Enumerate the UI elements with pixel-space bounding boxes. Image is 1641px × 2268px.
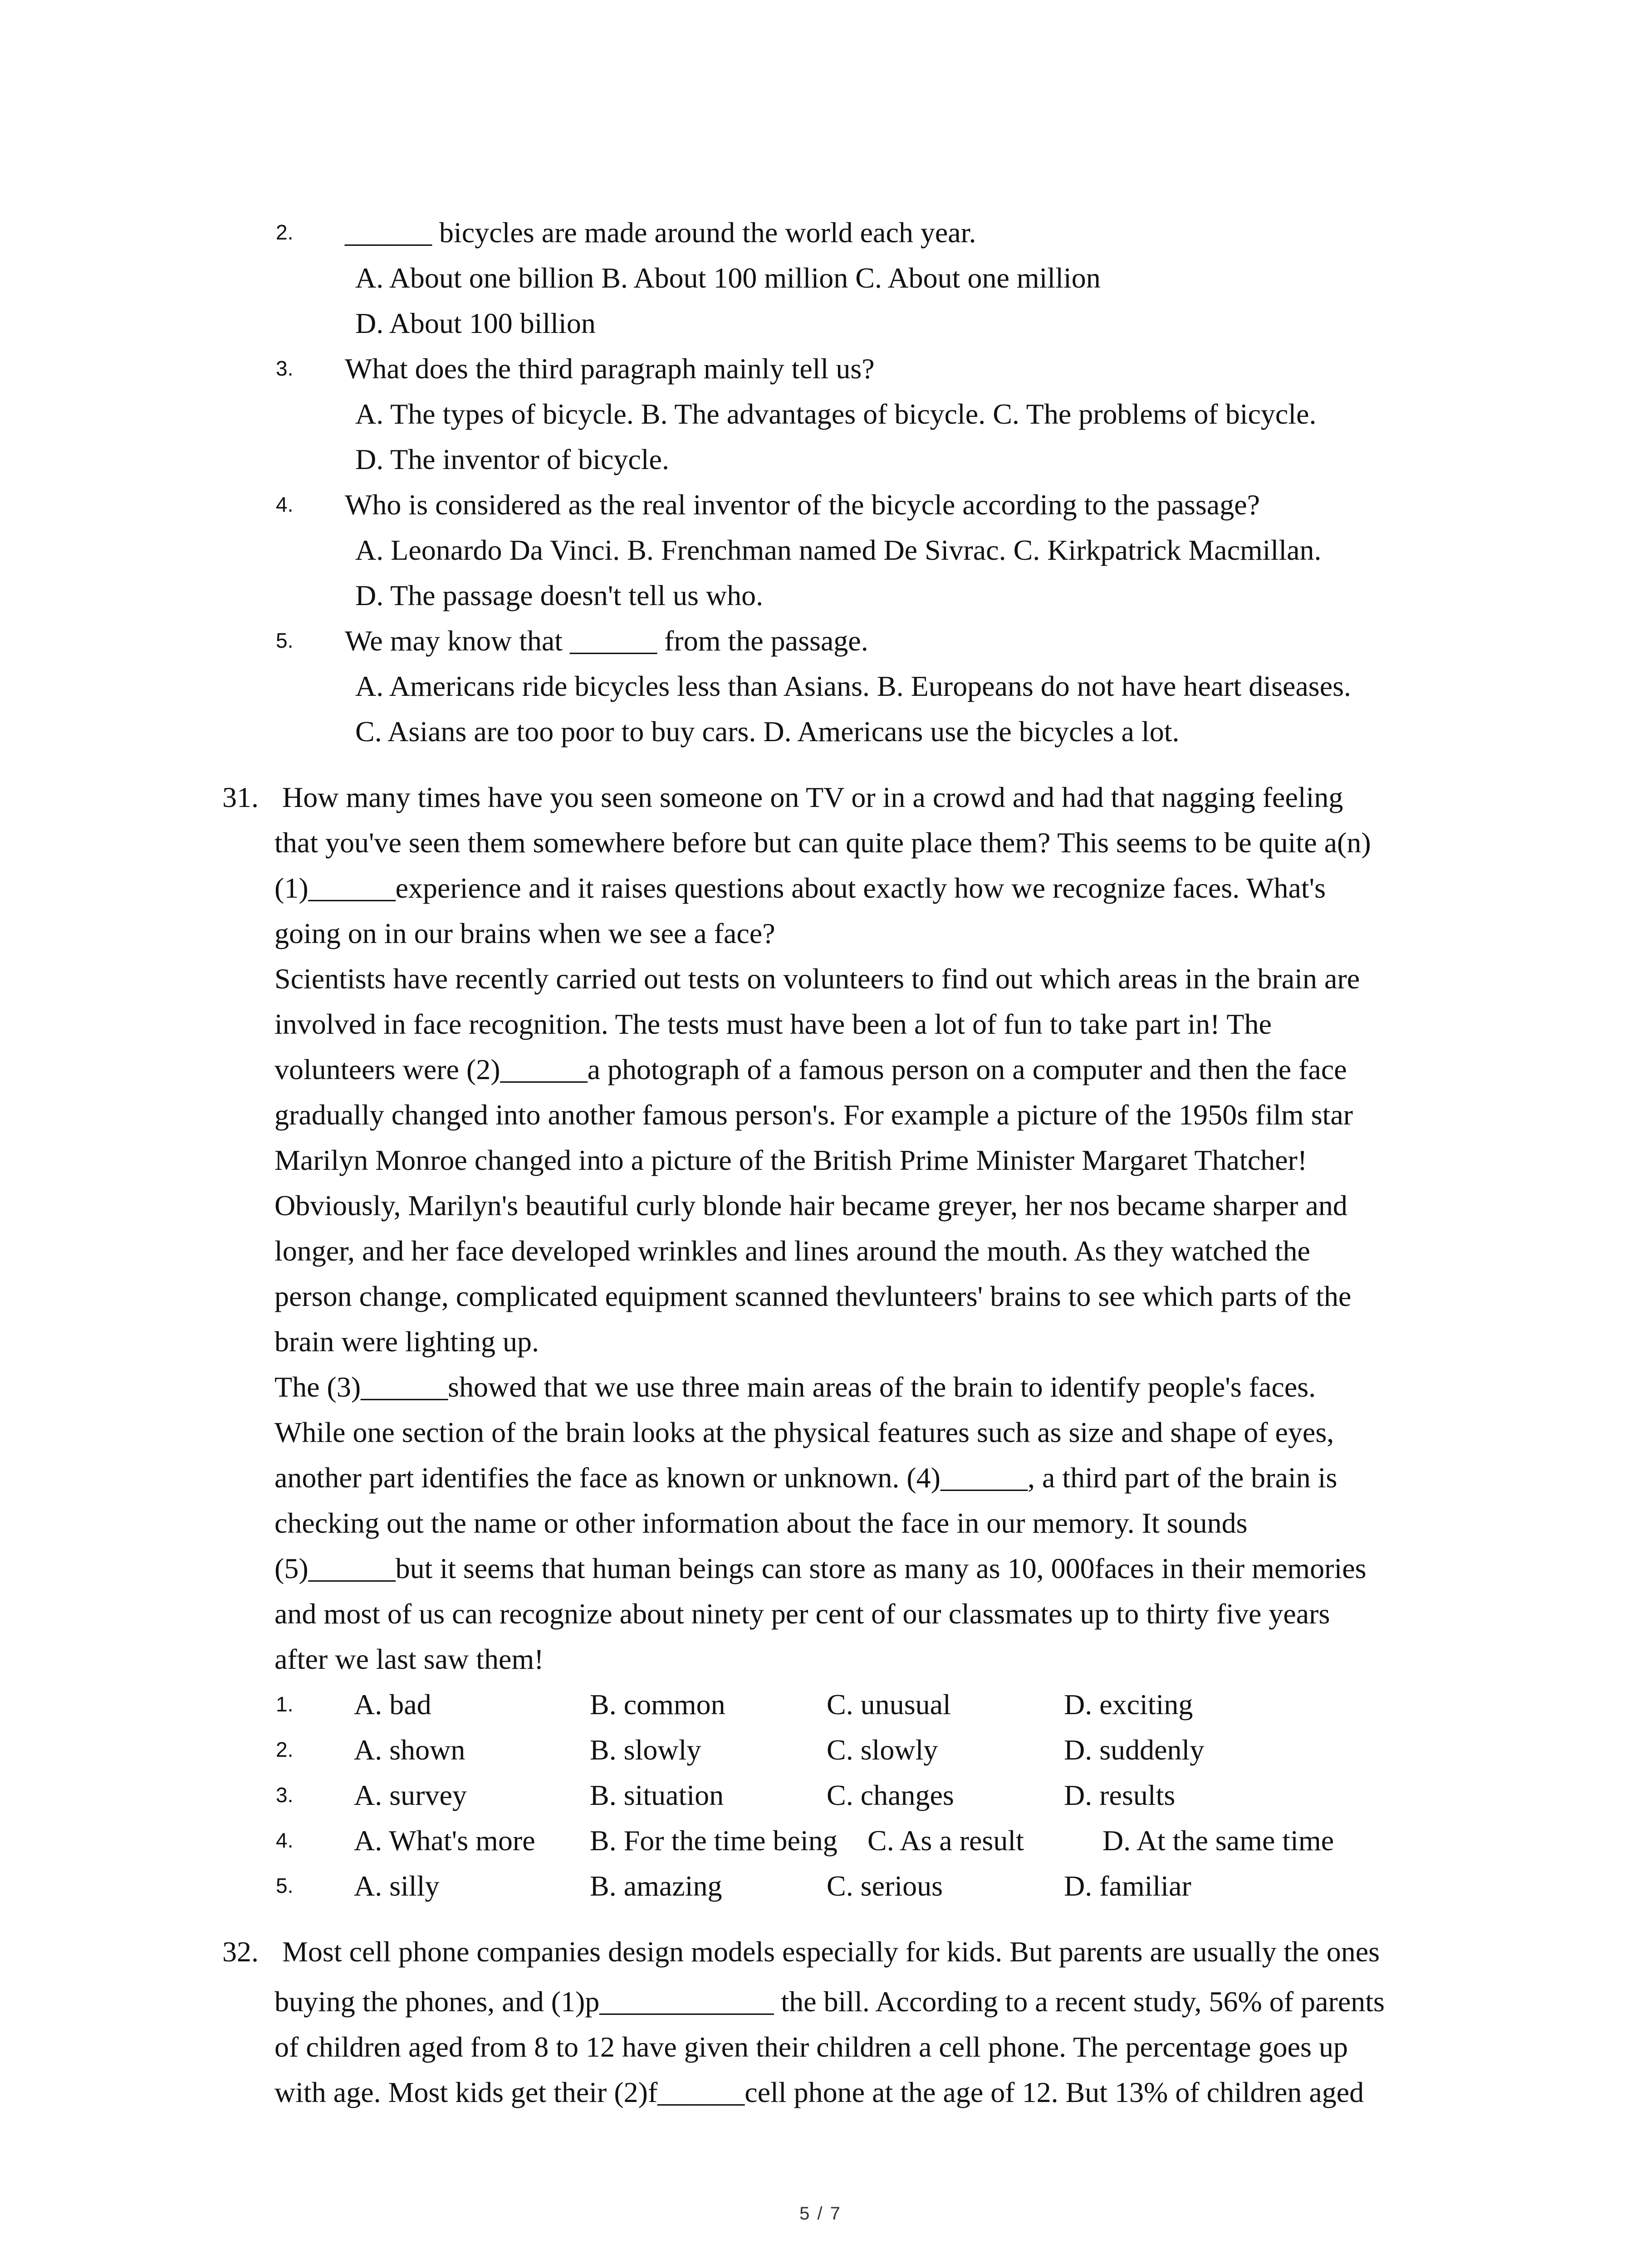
question-number: 4.	[276, 493, 294, 516]
option-a: A. bad	[354, 1688, 431, 1721]
option-c: C. unusual	[827, 1688, 951, 1721]
passage-line: Marilyn Monroe changed into a picture of the British Prime Minister Margaret Thatcher!	[274, 1144, 1308, 1176]
passage-line: Obviously, Marilyn's beautiful curly blonde hair became greyer, her nos became sharper and	[274, 1189, 1347, 1222]
passage-line: going on in our brains when we see a face?	[274, 917, 775, 949]
option-a: A. What's more	[354, 1824, 535, 1857]
option-c: C. serious	[827, 1870, 943, 1902]
option-row-number: 1.	[276, 1692, 294, 1716]
option-c: C. As a result	[867, 1824, 1024, 1857]
passage-line: (1)______experience and it raises questions about exactly how we recognize faces. What's	[274, 872, 1326, 904]
option-c: C. slowly	[827, 1734, 938, 1766]
option-d: D. exciting	[1064, 1688, 1193, 1721]
question-stem: We may know that ______ from the passage.	[345, 625, 868, 657]
passage-line: that you've seen them somewhere before but can quite place them? This seems to be quite a(n)	[274, 826, 1371, 859]
passage-line: gradually changed into another famous person's. For example a picture of the 1950s film star	[274, 1099, 1353, 1131]
option-a: A. survey	[354, 1779, 467, 1811]
option-b: B. situation	[590, 1779, 724, 1811]
question-stem: What does the third paragraph mainly tell us?	[345, 352, 875, 385]
option-d: D. At the same time	[1102, 1824, 1334, 1857]
option-a: A. silly	[354, 1870, 440, 1902]
passage-line: with age. Most kids get their (2)f______cell phone at the age of 12. But 13% of children aged	[274, 2076, 1364, 2108]
question-options: D. The passage doesn't tell us who.	[355, 579, 764, 611]
option-b: B. slowly	[590, 1734, 701, 1766]
option-c: C. changes	[827, 1779, 954, 1811]
passage-line: buying the phones, and (1)p____________ the bill. According to a recent study, 56% of parents	[274, 1985, 1385, 2018]
question-options: A. About one billion B. About 100 million C. About one million	[355, 262, 1101, 294]
passage-line: While one section of the brain looks at the physical features such as size and shape of eyes,	[274, 1416, 1334, 1448]
page-number: 5 / 7	[799, 2204, 842, 2224]
passage-line: How many times have you seen someone on TV or in a crowd and had that nagging feeling	[282, 781, 1343, 813]
question-number: 2.	[276, 220, 294, 244]
passage-line: brain were lighting up.	[274, 1325, 539, 1358]
question-stem: Who is considered as the real inventor of the bicycle according to the passage?	[345, 489, 1260, 521]
passage-line: The (3)______showed that we use three main areas of the brain to identify people's faces.	[274, 1371, 1316, 1403]
question-options: D. About 100 billion	[355, 307, 596, 339]
option-d: D. results	[1064, 1779, 1176, 1811]
passage-line: after we last saw them!	[274, 1643, 544, 1675]
passage-line: of children aged from 8 to 12 have given their children a cell phone. The percentage goes up	[274, 2031, 1348, 2063]
question-options: C. Asians are too poor to buy cars. D. Americans use the bicycles a lot.	[355, 715, 1180, 748]
option-row-number: 3.	[276, 1783, 294, 1807]
question-options: D. The inventor of bicycle.	[355, 443, 669, 475]
option-row-number: 2.	[276, 1738, 294, 1761]
question-stem: ______ bicycles are made around the world each year.	[345, 216, 976, 249]
question-options: A. The types of bicycle. B. The advantages of bicycle. C. The problems of bicycle.	[355, 398, 1317, 430]
passage-line: person change, complicated equipment scanned thevlunteers' brains to see which parts of the	[274, 1280, 1352, 1312]
passage-line: longer, and her face developed wrinkles and lines around the mouth. As they watched the	[274, 1235, 1310, 1267]
question-number: 3.	[276, 357, 294, 380]
option-a: A. shown	[354, 1734, 465, 1766]
passage-line: Most cell phone companies design models especially for kids. But parents are usually the ones	[282, 1936, 1380, 1968]
passage-line: another part identifies the face as known or unknown. (4)______, a third part of the brain is	[274, 1461, 1337, 1494]
passage-line: involved in face recognition. The tests must have been a lot of fun to take part in! The	[274, 1008, 1272, 1040]
option-b: B. amazing	[590, 1870, 722, 1902]
passage-line: and most of us can recognize about ninety per cent of our classmates up to thirty five years	[274, 1598, 1330, 1630]
option-b: B. common	[590, 1688, 725, 1721]
option-d: D. familiar	[1064, 1870, 1191, 1902]
passage-line: checking out the name or other information about the face in our memory. It sounds	[274, 1507, 1248, 1539]
question-options: A. Leonardo Da Vinci. B. Frenchman named De Sivrac. C. Kirkpatrick Macmillan.	[355, 534, 1322, 566]
question-number: 5.	[276, 629, 294, 652]
question-options: A. Americans ride bicycles less than Asians. B. Europeans do not have heart diseases.	[355, 670, 1351, 702]
option-row-number: 5.	[276, 1874, 294, 1897]
option-d: D. suddenly	[1064, 1734, 1205, 1766]
option-b: B. For the time being	[590, 1824, 838, 1857]
passage-line: (5)______but it seems that human beings can store as many as 10, 000faces in their memories	[274, 1552, 1367, 1584]
question-number: 31.	[222, 781, 259, 813]
question-number: 32.	[222, 1936, 259, 1968]
passage-line: Scientists have recently carried out tests on volunteers to find out which areas in the brain are	[274, 963, 1360, 995]
passage-line: volunteers were (2)______a photograph of a famous person on a computer and then the face	[274, 1053, 1347, 1085]
option-row-number: 4.	[276, 1828, 294, 1852]
